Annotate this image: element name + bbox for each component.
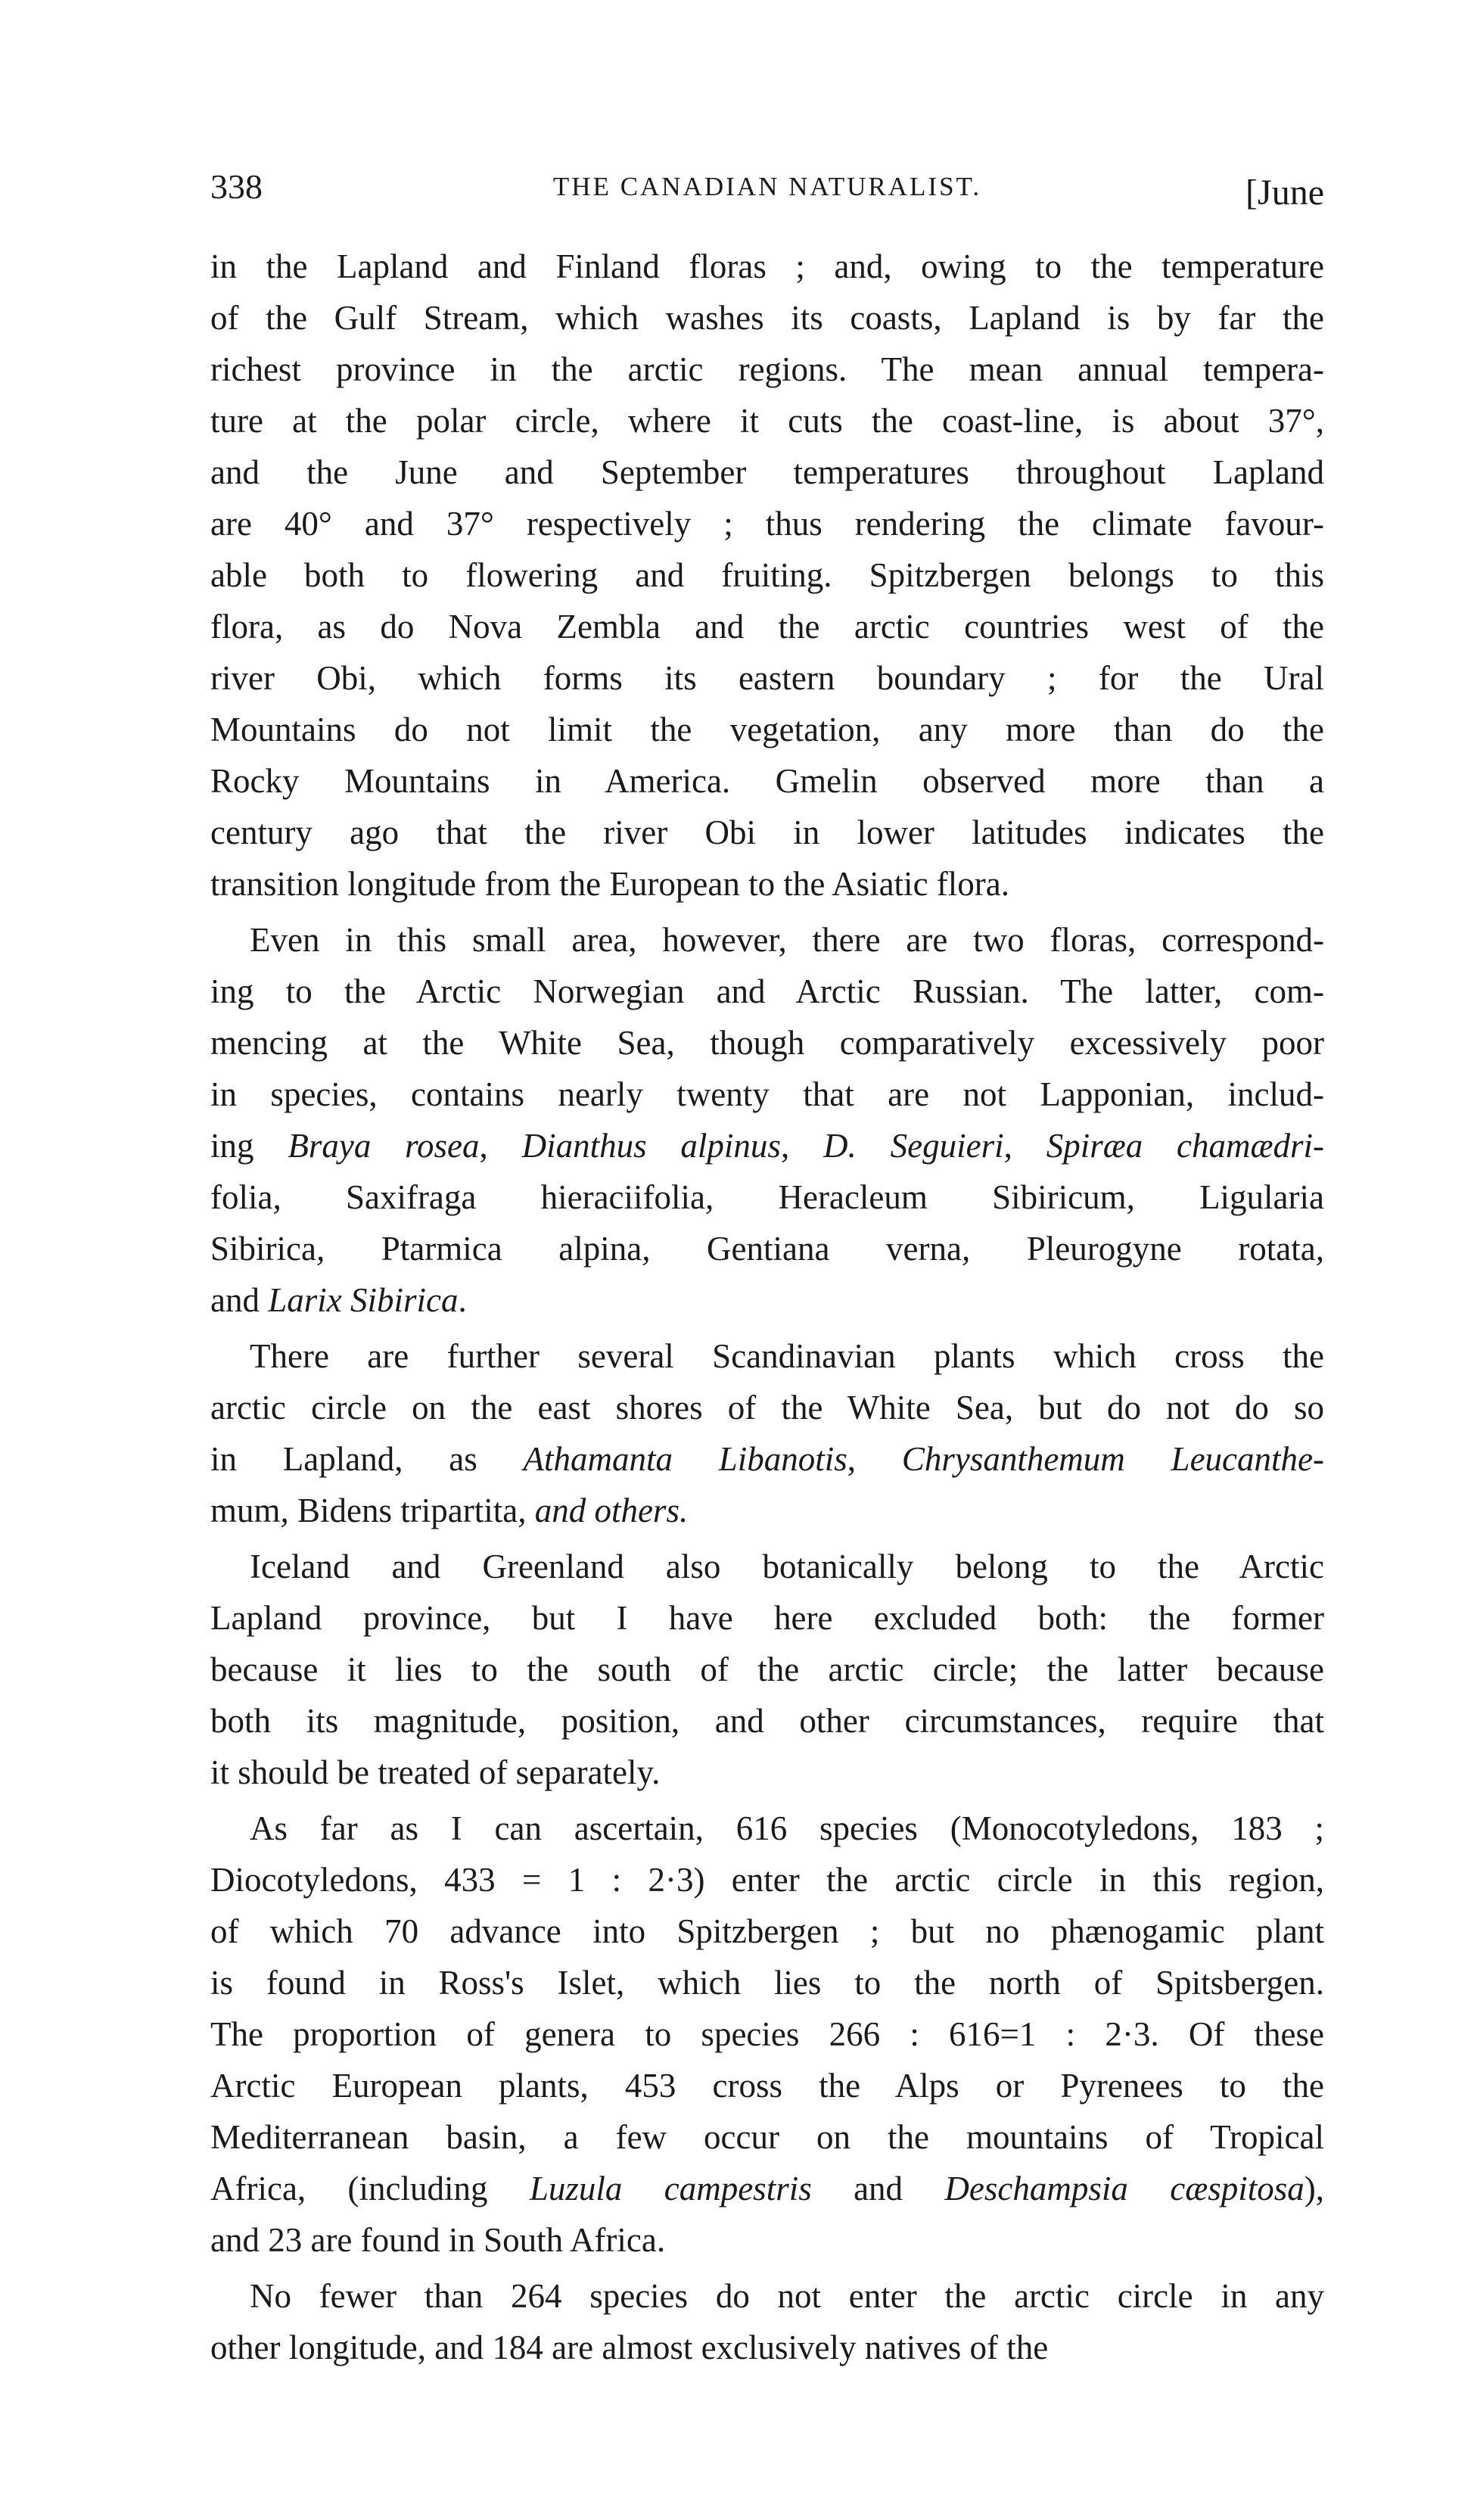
- text-line: [210, 1330, 1324, 1382]
- text-segment: mencing at the White Sea, though comparatively excessively poor: [210, 1024, 1324, 1062]
- text-line: [210, 1854, 1324, 1906]
- text-segment: Pleurogyne rotata: [1026, 1230, 1316, 1268]
- text-segment: are 40° and 37° respectively ; thus rendering the climate favour-: [210, 505, 1324, 543]
- text-line: [210, 1803, 1324, 1854]
- text-segment: because it lies to the south of the arctic circle; the latter because: [210, 1650, 1324, 1688]
- text-line: [210, 1644, 1324, 1695]
- text-segment: in Lapland, as: [210, 1440, 524, 1478]
- text-segment: ,: [479, 1127, 522, 1165]
- text-segment: Bidens tripartita: [297, 1492, 518, 1529]
- text-segment: ,: [1003, 1127, 1046, 1165]
- text-line: [210, 1382, 1324, 1433]
- species-name: , and others.: [518, 1492, 689, 1529]
- text-line: [210, 395, 1324, 446]
- species-name: Chrysanthemum Leucanthe-: [901, 1440, 1324, 1478]
- text-line: [210, 1485, 1324, 1536]
- text-line: [210, 1695, 1324, 1747]
- text-segment: ,: [847, 1440, 902, 1478]
- text-segment: and: [811, 2170, 945, 2207]
- text-line: [210, 1433, 1324, 1485]
- text-segment: it should be treated of separately.: [210, 1753, 661, 1791]
- text-segment: Diocotyledons, 433 = 1 : 2·3) enter the arctic circle in this region,: [210, 1861, 1324, 1899]
- text-line: [210, 2270, 1324, 2322]
- text-segment: ture at the polar circle, where it cuts the coast-line, is about 37°,: [210, 402, 1324, 440]
- text-line: [210, 966, 1324, 1017]
- text-line: [210, 1957, 1324, 2008]
- text-segment: able both to flowering and fruiting. Spitzbergen belongs to this: [210, 556, 1324, 594]
- species-name: ,: [1315, 1230, 1324, 1268]
- text-segment: Sibirica: [210, 1230, 316, 1268]
- text-line: [210, 1120, 1324, 1171]
- text-line: [210, 1223, 1324, 1274]
- text-segment: mum: [210, 1492, 281, 1529]
- species-name: ,: [642, 1230, 707, 1268]
- text-segment: Africa, (including: [210, 2170, 530, 2207]
- text-segment: No fewer than 264 species do not enter the arctic circle in any: [250, 2277, 1324, 2315]
- text-segment: Arctic European plants, 453 cross the Alps or Pyrenees to the: [210, 2067, 1324, 2105]
- text-line: [210, 914, 1324, 966]
- text-segment: ,: [780, 1127, 824, 1165]
- text-line: [210, 704, 1324, 755]
- text-segment: is found in Ross's Islet, which lies to the north of Spitsbergen.: [210, 1964, 1324, 2002]
- running-header: [210, 160, 1324, 213]
- species-name: D. Seguieri: [823, 1127, 1004, 1165]
- text-line: [210, 2111, 1324, 2163]
- species-name: Braya rosea: [288, 1127, 480, 1165]
- text-line: [210, 2163, 1324, 2214]
- text-line: [210, 2060, 1324, 2111]
- text-line: [210, 2214, 1324, 2266]
- text-line: [210, 446, 1324, 498]
- text-line: [210, 1906, 1324, 1957]
- text-line: [210, 1541, 1324, 1592]
- text-line: [210, 344, 1324, 395]
- species-name: ,: [316, 1230, 381, 1268]
- text-segment: other longitude, and 184 are almost exclusively natives of the: [210, 2329, 1049, 2366]
- paragraph: [210, 1330, 1324, 1536]
- page-number: 338: [210, 167, 263, 206]
- text-segment: Even in this small area, however, there are two floras, correspond-: [250, 921, 1324, 959]
- text-segment: transition longitude from the European to the Asiatic flora.: [210, 865, 1009, 903]
- text-segment: Iceland and Greenland also botanically belong to the Arctic: [250, 1548, 1324, 1585]
- text-segment: Mediterranean basin, a few occur on the mountains of Tropical: [210, 2118, 1324, 2156]
- text-segment: century ago that the river Obi in lower latitudes indicates the: [210, 814, 1324, 851]
- text-segment: richest province in the arctic regions. The mean annual tempera-: [210, 350, 1324, 388]
- text-segment: Ligularia: [1199, 1178, 1324, 1216]
- text-segment: Rocky Mountains in America. Gmelin observed more than a: [210, 762, 1324, 800]
- species-name: Dianthus alpinus: [521, 1127, 781, 1165]
- text-segment: and: [210, 1281, 269, 1319]
- text-segment: both its magnitude, position, and other circumstances, require that: [210, 1702, 1324, 1740]
- text-segment: of which 70 advance into Spitzbergen ; but no phænogamic plant: [210, 1912, 1324, 1950]
- paragraph: [210, 2270, 1324, 2373]
- paragraph: [210, 914, 1324, 1326]
- text-line: [210, 1747, 1324, 1798]
- text-line: [210, 1274, 1324, 1326]
- text-segment: folia: [210, 1178, 273, 1216]
- species-name: Larix Sibirica: [268, 1281, 459, 1319]
- text-segment: Mountains do not limit the vegetation, any more than do the: [210, 711, 1324, 748]
- species-name: ,: [704, 1178, 779, 1216]
- text-line: [210, 858, 1324, 910]
- text-segment: and 23 are found in South Africa.: [210, 2221, 666, 2259]
- species-name: ,: [961, 1230, 1027, 1268]
- text-line: [210, 807, 1324, 858]
- text-segment: ing: [210, 1127, 288, 1165]
- text-line: [210, 241, 1324, 292]
- text-segment: Gentiana verna: [707, 1230, 962, 1268]
- text-line: [210, 755, 1324, 807]
- text-segment: Saxifraga hieraciifolia: [345, 1178, 705, 1216]
- text-segment: There are further several Scandinavian plants which cross the: [250, 1337, 1324, 1375]
- text-line: [210, 2322, 1324, 2373]
- text-line: [210, 1017, 1324, 1069]
- species-name: Athamanta Libanotis: [523, 1440, 847, 1478]
- text-line: [210, 1069, 1324, 1120]
- text-segment: The proportion of genera to species 266 : 616=1 : 2·3. Of these: [210, 2015, 1324, 2053]
- text-line: [210, 292, 1324, 344]
- text-segment: flora, as do Nova Zembla and the arctic countries west of the: [210, 608, 1324, 646]
- text-segment: in the Lapland and Finland floras ; and, owing to the temperature: [210, 247, 1324, 285]
- text-line: [210, 652, 1324, 704]
- paragraph: [210, 241, 1324, 910]
- text-segment: .: [458, 1281, 467, 1319]
- species-name: ,: [280, 1492, 298, 1529]
- text-segment: in species, contains nearly twenty that are not Lapponian, includ-: [210, 1075, 1324, 1113]
- species-name: Luzula campestris: [529, 2170, 812, 2207]
- species-name: Deschampsia cæspitosa: [944, 2170, 1305, 2207]
- text-line: [210, 2008, 1324, 2060]
- text-line: [210, 549, 1324, 601]
- text-segment: of the Gulf Stream, which washes its coasts, Lapland is by far the: [210, 299, 1324, 337]
- text-line: [210, 1171, 1324, 1223]
- text-line: [210, 1592, 1324, 1644]
- species-name: Spiræa chamædri-: [1046, 1127, 1325, 1165]
- issue-month: [June: [1245, 173, 1324, 213]
- paragraph: [210, 1541, 1324, 1798]
- species-name: ,: [272, 1178, 346, 1216]
- paragraph: [210, 1803, 1324, 2266]
- text-segment: and the June and September temperatures throughout Lapland: [210, 453, 1324, 491]
- text-segment: Lapland province, but I have here excluded both: the former: [210, 1599, 1324, 1637]
- journal-title: THE CANADIAN NATURALIST.: [552, 172, 982, 201]
- text-segment: ),: [1304, 2170, 1324, 2207]
- species-name: ,: [1126, 1178, 1200, 1216]
- text-segment: arctic circle on the east shores of the White Sea, but do not do so: [210, 1389, 1324, 1426]
- text-segment: Heracleum Sibiricum: [778, 1178, 1127, 1216]
- text-segment: As far as I can ascertain, 616 species (Monocotyledons, 183 ;: [250, 1809, 1324, 1847]
- text-line: [210, 498, 1324, 549]
- text-segment: Ptarmica alpina: [381, 1230, 642, 1268]
- text-segment: ing to the Arctic Norwegian and Arctic Russian. The latter, com-: [210, 972, 1324, 1010]
- text-segment: river Obi, which forms its eastern boundary ; for the Ural: [210, 659, 1324, 697]
- text-line: [210, 601, 1324, 652]
- body-text: [210, 241, 1324, 2373]
